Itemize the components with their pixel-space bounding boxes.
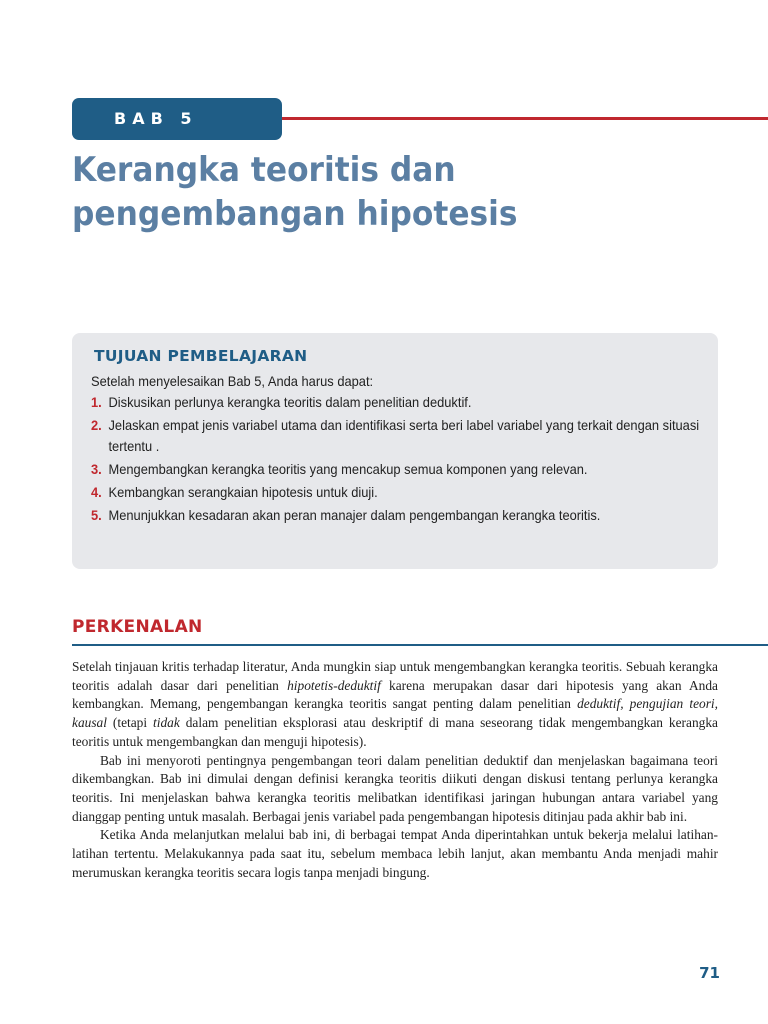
section-heading: PERKENALAN [72,617,203,637]
objective-text: Diskusikan perlunya kerangka teoritis dalam penelitian deduktif. [108,394,472,410]
emphasis: deduktif, pengujian teori, kausal [72,696,718,731]
objective-item [91,459,718,480]
objective-number: 2. [91,417,102,433]
paragraph-1 [72,658,718,752]
objective-number: 3. [91,461,102,477]
text-run: dalam penelitian eksplorasi atau deskriptif di mana seseorang tidak mengembangkan kerangka teoritis untuk mengembangkan dan menguji hipotesis). [72,715,718,749]
text-run: (tetapi [106,715,154,731]
page-number: 71 [699,964,720,982]
chapter-label: BAB 5 [72,98,282,140]
paragraph-3: Ketika Anda melanjutkan melalui bab ini, di berbagai tempat Anda diperintahkan untuk bekerja melalui latihan-latihan tertentu. Melakukannya pada saat itu, sebelum membaca lebih lanjut, akan membantu Anda menjadi mahir merumuskan kerangka teoritis secara logis tanpa menjadi bingung. [72,827,718,880]
objective-number: 4. [91,484,102,500]
text-run: Setelah tinjauan kritis terhadap literatur, Anda mungkin siap untuk mengembangkan kerangka teoritis. Sebuah kerangka teoritis adalah dasar dari penelitian [72,659,718,693]
objective-text: Menunjukkan kesadaran akan peran manajer dalam pengembangan kerangka teoritis. [108,507,601,523]
objective-number: 1. [91,394,102,410]
body-text [72,658,718,882]
objective-item [91,482,718,503]
paragraph-2: Bab ini menyoroti pentingnya pengembangan teori dalam penelitian deduktif dan menjelaskan bagaimana teori dikembangkan. Bab ini dimulai dengan definisi kerangka teoritis diikuti dengan diskusi tentang perlunya kerangka teoritis. Ini menjelaskan bahwa kerangka teoritis melibatkan identifikasi jaringan hubungan antara variabel yang dianggap penting untuk masalah. Berbagai jenis variabel pada pengembangan hipotesis ditinjau pada akhir bab ini. [72,752,718,824]
objective-number: 5. [91,507,102,523]
objective-item [91,505,718,526]
emphasis: hipotetis-deduktif [287,677,381,693]
objective-text: Kembangkan serangkaian hipotesis untuk diuji. [108,484,378,500]
objective-text: Mengembangkan kerangka teoritis yang mencakup semua komponen yang relevan. [108,461,588,477]
objective-text: Jelaskan empat jenis variabel utama dan identifikasi serta beri label variabel yang terkait dengan situasi tertentu . [108,417,700,454]
objective-item [91,392,718,413]
learning-objectives-box [72,333,718,569]
objectives-heading: TUJUAN PEMBELAJARAN [94,347,308,365]
objectives-list [91,392,704,526]
text-run: karena merupakan dasar dari hipotesis yang akan Anda kembangkan. Memang, pengembangan kerangka teoritis sangat penting dalam penelitian [72,677,719,712]
objective-item [91,415,718,457]
section-divider [72,644,768,646]
chapter-divider [282,117,768,120]
objectives-intro: Setelah menyelesaikan Bab 5, Anda harus dapat: [91,373,374,389]
emphasis: tidak [153,715,180,731]
chapter-title: Kerangka teoritis dan pengembangan hipotesis [72,150,518,234]
